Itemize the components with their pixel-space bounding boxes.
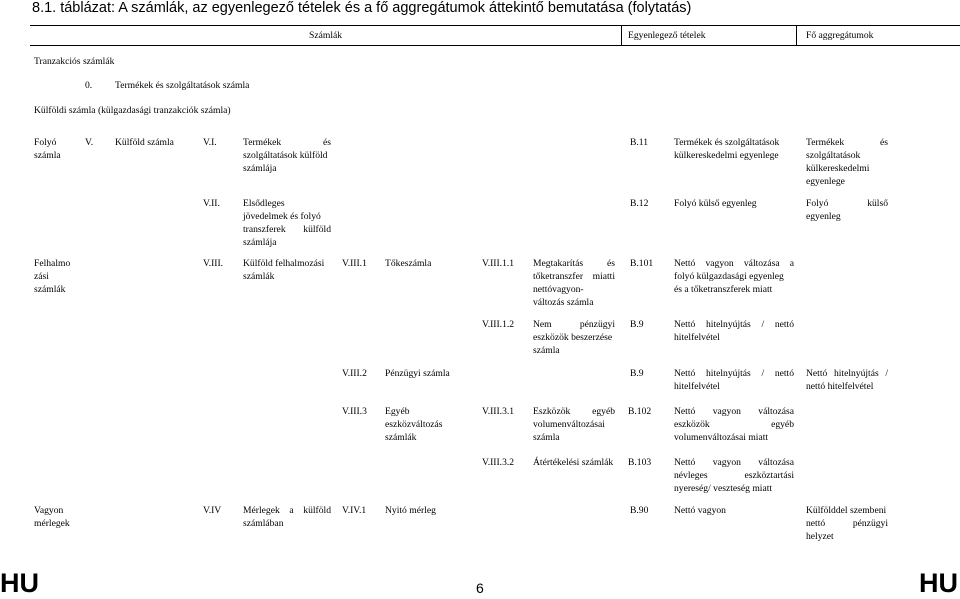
agg-termekek-4: egyenlege: [806, 176, 845, 187]
viii31-code: V.III.3.1: [482, 406, 515, 417]
viv1-code: V.IV.1: [342, 505, 367, 516]
vi-code: V.I.: [203, 137, 217, 148]
vii-label-1: Elsődleges: [243, 198, 285, 209]
b102-label-3: volumenváltozásai miatt: [674, 432, 769, 443]
viv-label-1: Mérlegek a külföld: [243, 505, 331, 516]
vii-label-3: transzferek külföld: [243, 224, 331, 235]
b90-label: Nettó vagyon: [674, 505, 726, 516]
b11-code: B.11: [630, 137, 649, 148]
agg-kulfold-1: Külfölddel szembeni: [806, 505, 887, 516]
felh-col1-3: számlák: [34, 284, 66, 295]
viii2-label: Pénzügyi számla: [385, 368, 450, 379]
viii12-label-1: Nem pénzügyi: [533, 319, 615, 330]
felh-col1-1: Felhalmo: [34, 258, 71, 269]
b102-code: B.102: [628, 406, 652, 417]
b101-code: B.101: [630, 258, 654, 269]
b102-label-1: Nettó vagyon változása: [674, 406, 794, 417]
table-title: 8.1. táblázat: A számlák, az egyenlegező tételek és a fő aggregátumok áttekintő bemutatása (folytatás): [32, 0, 692, 16]
viii1-label: Tőkeszámla: [385, 258, 432, 269]
b12-code: B.12: [630, 198, 649, 209]
viii3-code: V.III.3: [342, 406, 367, 417]
vi-label-2: szolgáltatások külföld: [243, 150, 328, 161]
vii-label-2: jövedelmek és folyó: [243, 211, 321, 222]
b12-label: Folyó külső egyenleg: [674, 198, 757, 209]
viii-label-2: számlák: [243, 271, 275, 282]
b101-label-1: Nettó vagyon változása a: [674, 258, 794, 269]
rule-col-fo: [796, 25, 797, 46]
agg-termekek-2: szolgáltatások: [806, 150, 861, 161]
header-fo: Fő aggregátumok: [806, 30, 874, 41]
agg-netto-1: Nettó hitelnyújtás /: [806, 368, 888, 379]
viii12-label-2: eszközök beszerzése: [533, 332, 613, 343]
viii2-code: V.III.2: [342, 368, 367, 379]
b90-code: B.90: [630, 505, 649, 516]
agg-folyo-1: Folyó külső: [806, 198, 888, 209]
viii-code: V.III.: [203, 258, 224, 269]
agg-termekek-3: külkereskedelmi: [806, 163, 870, 174]
viii31-label-3: számla: [533, 432, 560, 443]
vagyon-col1-1: Vagyon: [34, 505, 64, 516]
b9b-code: B.9: [630, 368, 644, 379]
row-0-code: 0.: [85, 80, 93, 91]
viii1-code: V.III.1: [342, 258, 367, 269]
footer-hu-left: HU: [0, 568, 39, 598]
viii11-label-2: tőketranszfer miatti: [533, 271, 615, 282]
felh-col1-2: zási: [34, 271, 49, 282]
vii-label-4: számlája: [243, 237, 277, 248]
viv1-label: Nyitó mérleg: [385, 505, 436, 516]
viii32-label: Átértékelési számlák: [533, 457, 614, 468]
vi-label-1: Termékek és: [243, 137, 331, 148]
b103-label-1: Nettó vagyon változása: [674, 457, 794, 468]
agg-netto-2: nettó hitelfelvétel: [806, 381, 874, 392]
b103-code: B.103: [628, 457, 652, 468]
vii-code: V.II.: [203, 198, 220, 209]
viv-label-2: számlában: [243, 518, 284, 529]
agg-termekek-1: Termékek és: [806, 137, 888, 148]
rule-col-egy: [621, 25, 622, 46]
viii12-label-3: számla: [533, 345, 560, 356]
viii3-label-3: számlák: [385, 432, 417, 443]
viii11-code: V.III.1.1: [482, 258, 515, 269]
agg-kulfold-2: nettó pénzügyi: [806, 518, 888, 529]
folyo-col1: Folyó számla: [34, 137, 61, 161]
b101-label-3: és a tőketranszferek miatt: [674, 284, 773, 295]
b11-label-1: Termékek és szolgáltatások: [674, 137, 780, 148]
viii12-code: V.III.1.2: [482, 319, 515, 330]
viii11-label-4: változás számla: [533, 297, 594, 308]
viii-label-1: Külföld felhalmozási: [243, 258, 325, 269]
rule-header: [30, 45, 960, 46]
b102-label-2: eszközök egyéb: [674, 419, 794, 430]
row-tranzakcios: Tranzakciós számlák: [34, 56, 115, 67]
v-code: V.: [85, 137, 94, 148]
row-kulfoldi: Külföldi számla (külgazdasági tranzakciók számla): [34, 105, 231, 116]
footer-hu-right: HU: [919, 568, 958, 598]
b103-label-2: névleges eszköztartási: [674, 470, 794, 481]
vi-label-3: számlája: [243, 163, 277, 174]
viv-code: V.IV: [203, 505, 222, 516]
viii3-label-1: Egyéb: [385, 406, 410, 417]
viii11-label-1: Megtakarítás és: [533, 258, 615, 269]
b9a-code: B.9: [630, 319, 644, 330]
agg-kulfold-3: helyzet: [806, 531, 834, 542]
viii31-label-2: volumenváltozásai: [533, 419, 605, 430]
header-szamlak: Számlák: [309, 30, 343, 41]
b9a-label-1: Nettó hitelnyújtás / nettó: [674, 319, 794, 330]
b11-label-2: külkereskedelmi egyenlege: [674, 150, 779, 161]
viii31-label-1: Eszközök egyéb: [533, 406, 615, 417]
agg-folyo-2: egyenleg: [806, 211, 841, 222]
header-egyenlegezo: Egyenlegező tételek: [628, 30, 706, 41]
b9b-label-2: hitelfelvétel: [674, 381, 720, 392]
page-number: 6: [476, 580, 484, 596]
rule-top: [30, 25, 960, 26]
b103-label-3: nyereség/ veszteség miatt: [674, 483, 773, 494]
b9b-label-1: Nettó hitelnyújtás / nettó: [674, 368, 794, 379]
row-0-label: Termékek és szolgáltatások számla: [115, 80, 250, 91]
b101-label-2: folyó külgazdasági egyenleg: [674, 271, 784, 282]
viii3-label-2: eszközváltozás: [385, 419, 443, 430]
viii32-code: V.III.3.2: [482, 457, 515, 468]
b9a-label-2: hitelfelvétel: [674, 332, 720, 343]
vagyon-col1-2: mérlegek: [34, 518, 70, 529]
viii11-label-3: nettóvagyon-: [533, 284, 584, 295]
v-label: Külföld számla: [115, 137, 174, 148]
